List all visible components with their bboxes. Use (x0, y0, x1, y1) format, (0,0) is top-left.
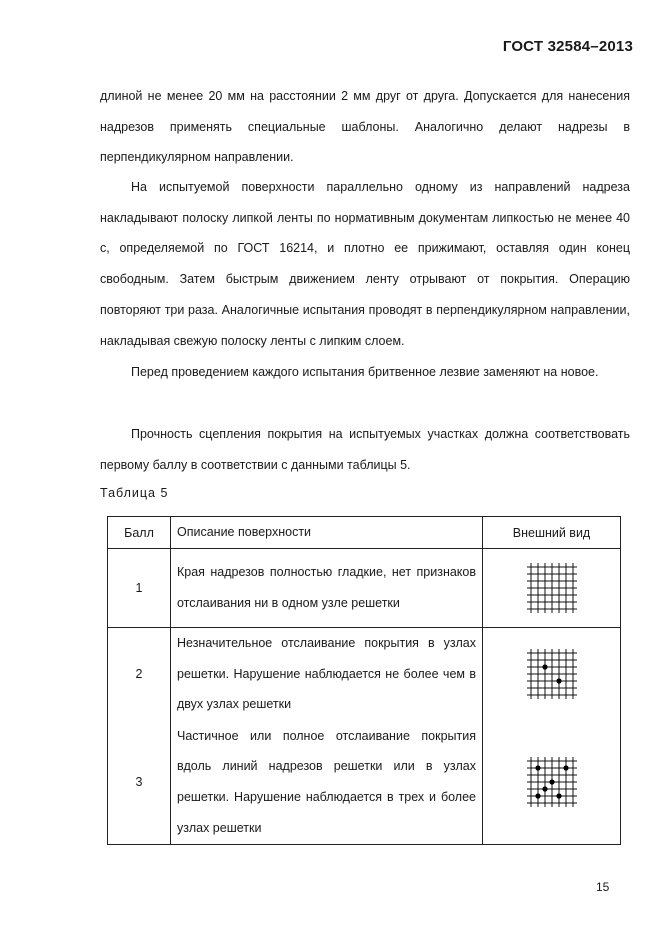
detached-node-dot (549, 780, 554, 785)
paragraph-1: длиной не менее 20 мм на расстоянии 2 мм друг от друга. Допускается для нанесения надрезов применять специальные шаблоны. Аналогично делают надрезы в перпендикулярном направлении. (100, 89, 630, 165)
table-row (108, 549, 621, 628)
detached-node-dot (563, 766, 568, 771)
detached-node-dot (535, 794, 540, 799)
table-caption: Таблица 5 (100, 486, 169, 500)
header-description: Описание поверхности (171, 517, 483, 549)
page-number: 15 (596, 880, 610, 894)
adhesion-table (107, 516, 621, 845)
standard-designation: ГОСТ 32584–2013 (502, 38, 633, 55)
table-header-row (108, 517, 621, 549)
description-cell: Незначительное отслаивание покрытия в узлах решетки. Нарушение наблюдается не более чем в двух узлах решетки (171, 628, 483, 721)
description-cell: Края надрезов полностью гладкие, нет признаков отслаивания ни в одном узле решетки (171, 549, 483, 628)
detached-node-dot (542, 664, 547, 669)
appearance-cell (483, 720, 621, 845)
crosshatch-grid-score-1 (524, 560, 580, 616)
crosshatch-grid-score-2 (524, 646, 580, 702)
detached-node-dot (542, 787, 547, 792)
appearance-cell (483, 549, 621, 628)
description-cell: Частичное или полное отслаивание покрытия вдоль линий надрезов решетки или в узлах решетки. Нарушение наблюдается в трех и более узлах решетки (171, 720, 483, 845)
paragraph-3: Перед проведением каждого испытания бритвенное лезвие заменяют на новое. (131, 365, 599, 379)
paragraph-2: На испытуемой поверхности параллельно одному из направлений надреза накладывают полоску липкой ленты по нормативным документам липкостью не менее 40 с, определяемой по ГОСТ 16214, и плотно ее прижимают, оставляя один конец свободным. Затем быстрым движением ленту отрывают от покрытия. Операцию повторяют три раза. Аналогичные испытания проводят в перпендикулярном направлении, накладывая свежую полоску ленты с липким слоем. (100, 180, 630, 348)
detached-node-dot (556, 794, 561, 799)
table-row (108, 720, 621, 845)
header-score: Балл (108, 517, 171, 549)
table-row (108, 628, 621, 721)
score-cell: 2 (108, 628, 171, 721)
score-cell: 1 (108, 549, 171, 628)
detached-node-dot (556, 678, 561, 683)
crosshatch-grid-score-3 (524, 754, 580, 810)
score-cell: 3 (108, 720, 171, 845)
paragraph-4: Прочность сцепления покрытия на испытуемых участках должна соответствовать первому баллу в соответствии с данными таблицы 5. (100, 427, 630, 472)
detached-node-dot (535, 766, 540, 771)
appearance-cell (483, 628, 621, 721)
header-appearance: Внешний вид (483, 517, 621, 549)
